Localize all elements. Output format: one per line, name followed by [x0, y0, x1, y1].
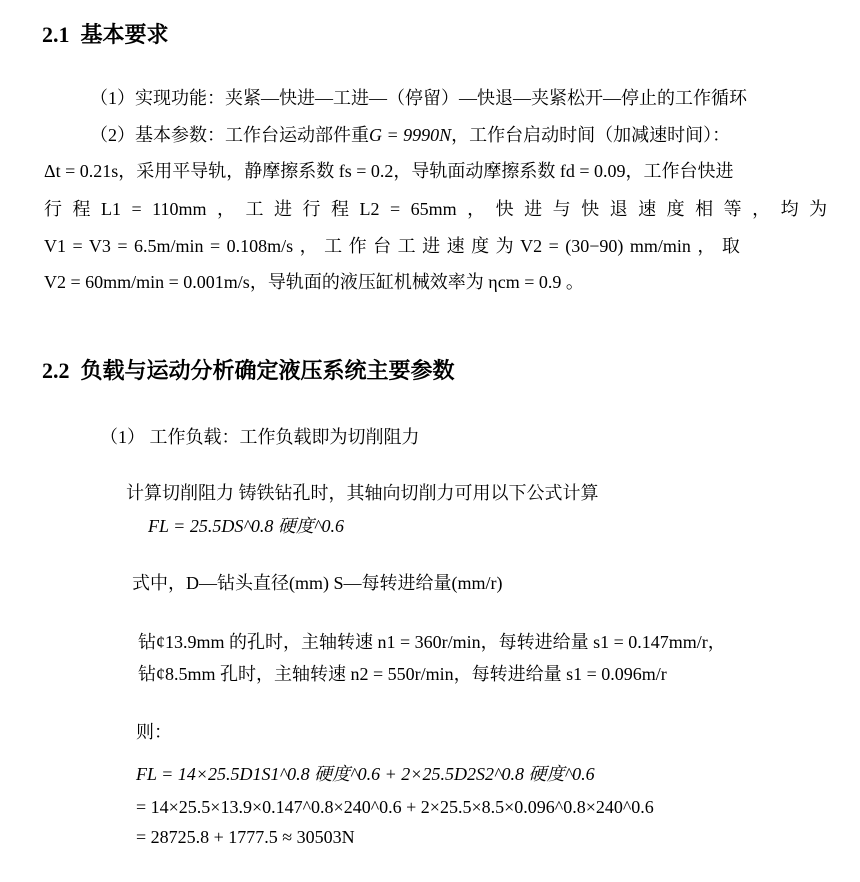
efficiency-text: V2 = 60mm/min = 0.001m/s，导轨面的液压缸机械效率为 ηcm = 0.9 。 [44, 272, 584, 292]
stroke-text: 行 程 L1 = 110mm ， 工 进 行 程 L2 = 65mm ， 快 进 与 快 退 速 度 相 等 ， 均 为 [44, 199, 828, 219]
friction-text: Δt = 0.21s，采用平导轨，静摩擦系数 fs = 0.2，导轨面动摩擦系数 fd = 0.09，工作台快进 [44, 161, 734, 181]
equation-line-3: = 28725.8 + 1777.5 ≈ 30503N [136, 827, 355, 847]
params-mid: ，工作台启动时间（加减速时间）： [451, 125, 731, 145]
equation-line-2: = 14×25.5×13.9×0.147^0.8×240^0.6 + 2×25.5×8.5×0.096^0.8×240^0.6 [136, 797, 654, 817]
formula-cutting-force: FL = 25.5DS^0.8 硬度^0.6 [148, 516, 345, 536]
params-line [90, 124, 730, 146]
stroke-line [44, 198, 828, 220]
section-2-1-title: 基本要求 [80, 22, 169, 47]
work-load-item: （1） 工作负载：工作负载即为切削阻力 [100, 427, 420, 447]
drill-line-2: 钻¢8.5mm 孔时，主轴转速 n2 = 550r/min，每转进给量 s1 = 0.096m/r [138, 664, 667, 684]
section-2-2-number: 2.2 [42, 358, 70, 383]
calc-intro: 计算切削阻力 铸铁钻孔时，其轴向切削力可用以下公式计算 [126, 483, 599, 503]
friction-line [44, 160, 734, 182]
function-line: （1）实现功能：夹紧—快进—工进—（停留）—快退—夹紧松开—停止的工作循环 [90, 88, 747, 108]
where-line: 式中，D—钻头直径(mm) S—每转进给量(mm/r) [132, 573, 503, 593]
efficiency-line [44, 271, 584, 293]
section-2-2-title: 负载与运动分析确定液压系统主要参数 [80, 358, 455, 383]
equation-line-1: FL = 14×25.5D1S1^0.8 硬度^0.6 + 2×25.5D2S2^0.8 硬度^0.6 [136, 764, 595, 784]
section-2-1-number: 2.1 [42, 22, 70, 47]
drill-line-1: 钻¢13.9mm 的孔时，主轴转速 n1 = 360r/min，每转进给量 s1 = 0.147mm/r， [138, 632, 726, 652]
speed-text: V1 = V3 = 6.5m/min = 0.108m/s ， 工 作 台 工 进 速 度 为 V2 = (30−90) mm/min ， 取 [44, 236, 740, 256]
section-2-2-heading [42, 358, 455, 384]
speed-line [44, 235, 740, 257]
section-2-1-heading [42, 22, 169, 48]
then-label: 则： [136, 722, 172, 742]
params-prefix: （2）基本参数：工作台运动部件重 [90, 125, 369, 145]
weight-value: G = 9990N [369, 125, 452, 145]
